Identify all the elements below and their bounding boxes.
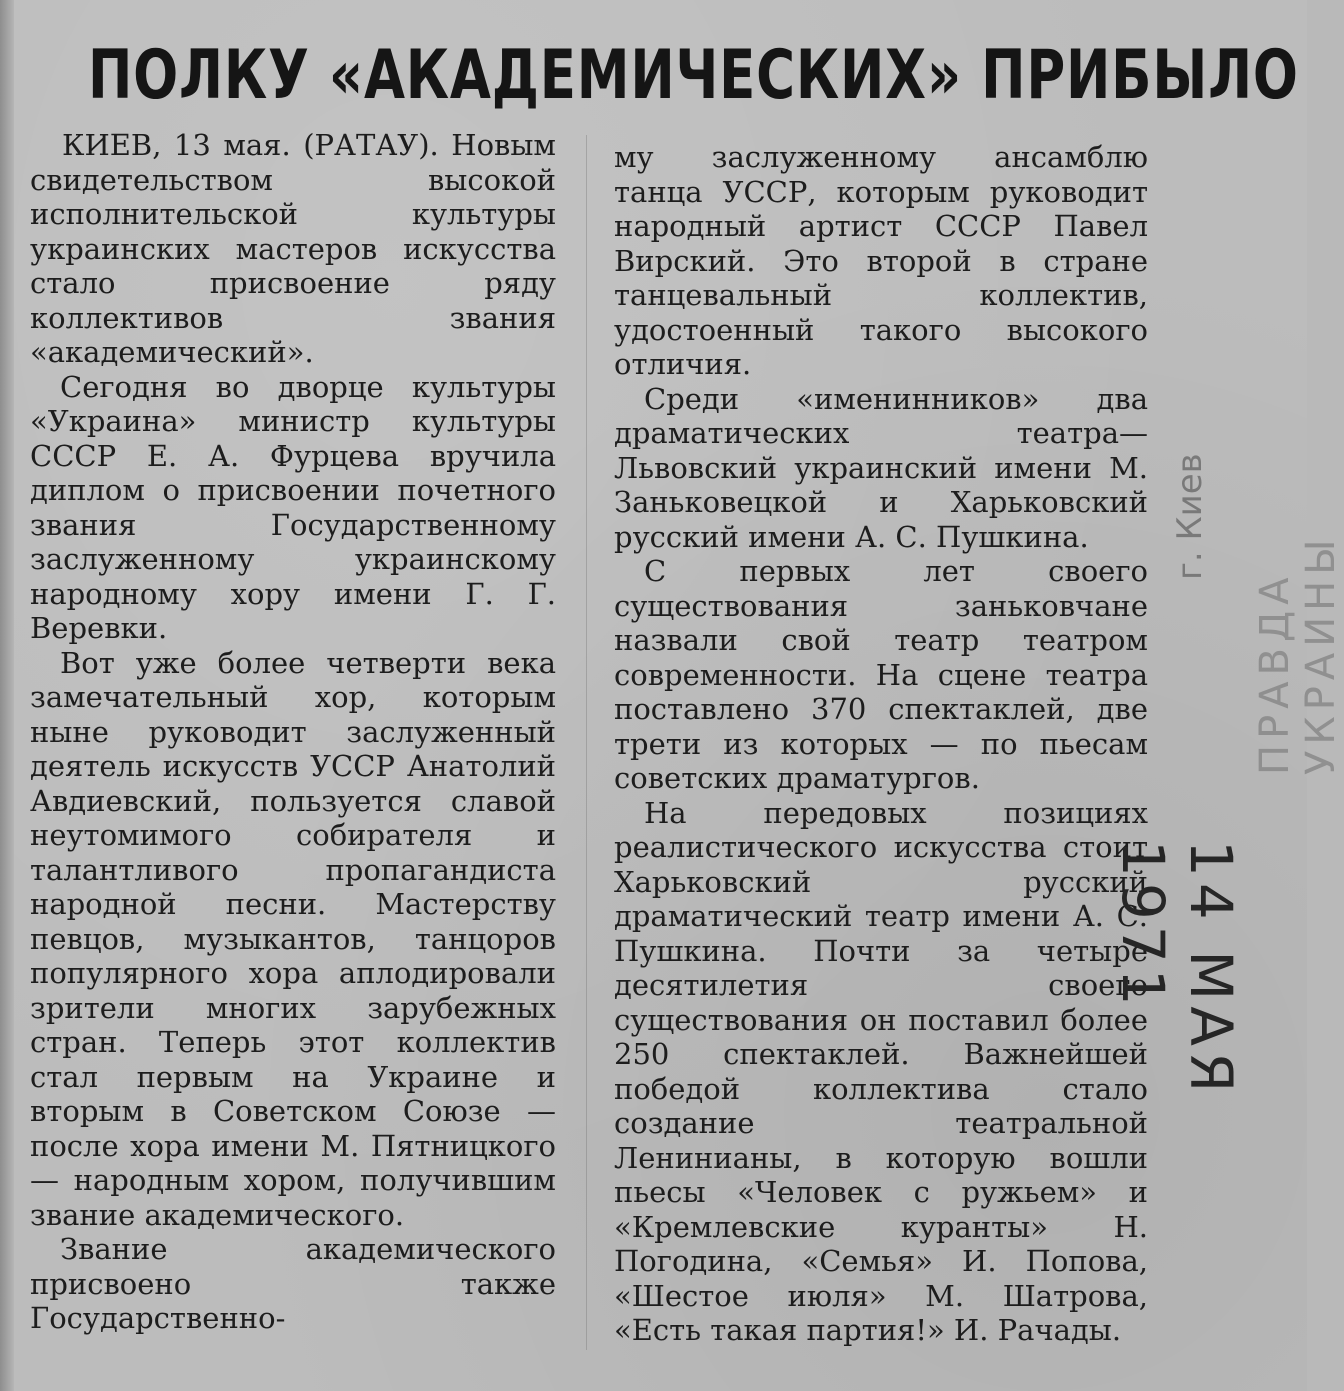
article-column-right [614,140,1148,1370]
column-divider [586,135,587,1350]
date-stamp: 14 МАЯ 1971 [1109,840,1245,1099]
paragraph: Среди «именинников» два драматических театра—Львовский украинский имени М. Заньковецкой и Харьковский русский имени А. С. Пушкина. [614,381,1148,554]
headline: ПОЛКУ «АКАДЕМИЧЕСКИХ» ПРИБЫЛО [88,36,1299,115]
article-column-left [30,128,556,1358]
paragraph: Звание академического присвоено также Государственно- [30,1232,556,1335]
paragraph: С первых лет своего существования заньковчане назвали свой театр театром современности. На сцене театра поставлено 370 спектаклей, две трети из которых — по пьесам советских драматургов. [614,554,1148,795]
city-stamp: г. Киев [1170,453,1210,580]
paragraph: му заслуженному ансамблю танца УССР, которым руководит народный артист СССР Павел Вирский. Это второй в стране танцевальный коллектив, удостоенный такого высокого отличия. [614,140,1148,381]
paragraph: Сегодня во дворце культуры «Украина» министр культуры СССР Е. А. Фурцева вручила диплом о присвоении почетного звания Государственному заслуженному украинскому народному хору имени Г. Г. Веревки. [30,369,556,645]
paragraph: Вот уже более четверти века замечательный хор, которым ныне руководит заслуженный деятель искусств УССР Анатолий Авдиевский, пользуется славой неутомимого собирателя и талантливого пропагандиста народной песни. Мастерству певцов, музыкантов, танцоров популярного хора аплодировали зрители многих зарубежных стран. Теперь этот коллектив стал первым на Украине и вторым в Советском Союзе — после хора имени М. Пятницкого — народным хором, получившим звание академического. [30,645,556,1232]
clipping-edge [0,0,14,1391]
newspaper-name-stamp: ПРАВДА УКРАИНЫ [1252,533,1344,775]
paragraph: КИЕВ, 13 мая. (РАТАУ). Новым свидетельством высокой исполнительской культуры украинских мастеров искусства стало присвоение ряду коллективов звания «академический». [30,128,556,369]
paragraph: На передовых позициях реалистического искусства стоит Харьковский русский драматический театр имени А. С. Пушкина. Почти за четыре десятилетия своего существования он поставил более 250 спектаклей. Важнейшей победой коллектива стало создание театральной Ленинианы, в которую вошли пьесы «Человек с ружьем» и «Кремлевские куранты» Н. Погодина, «Семья» И. Попова, «Шестое июля» М. Шатрова, «Есть такая партия!» И. Рачады. [614,795,1148,1347]
